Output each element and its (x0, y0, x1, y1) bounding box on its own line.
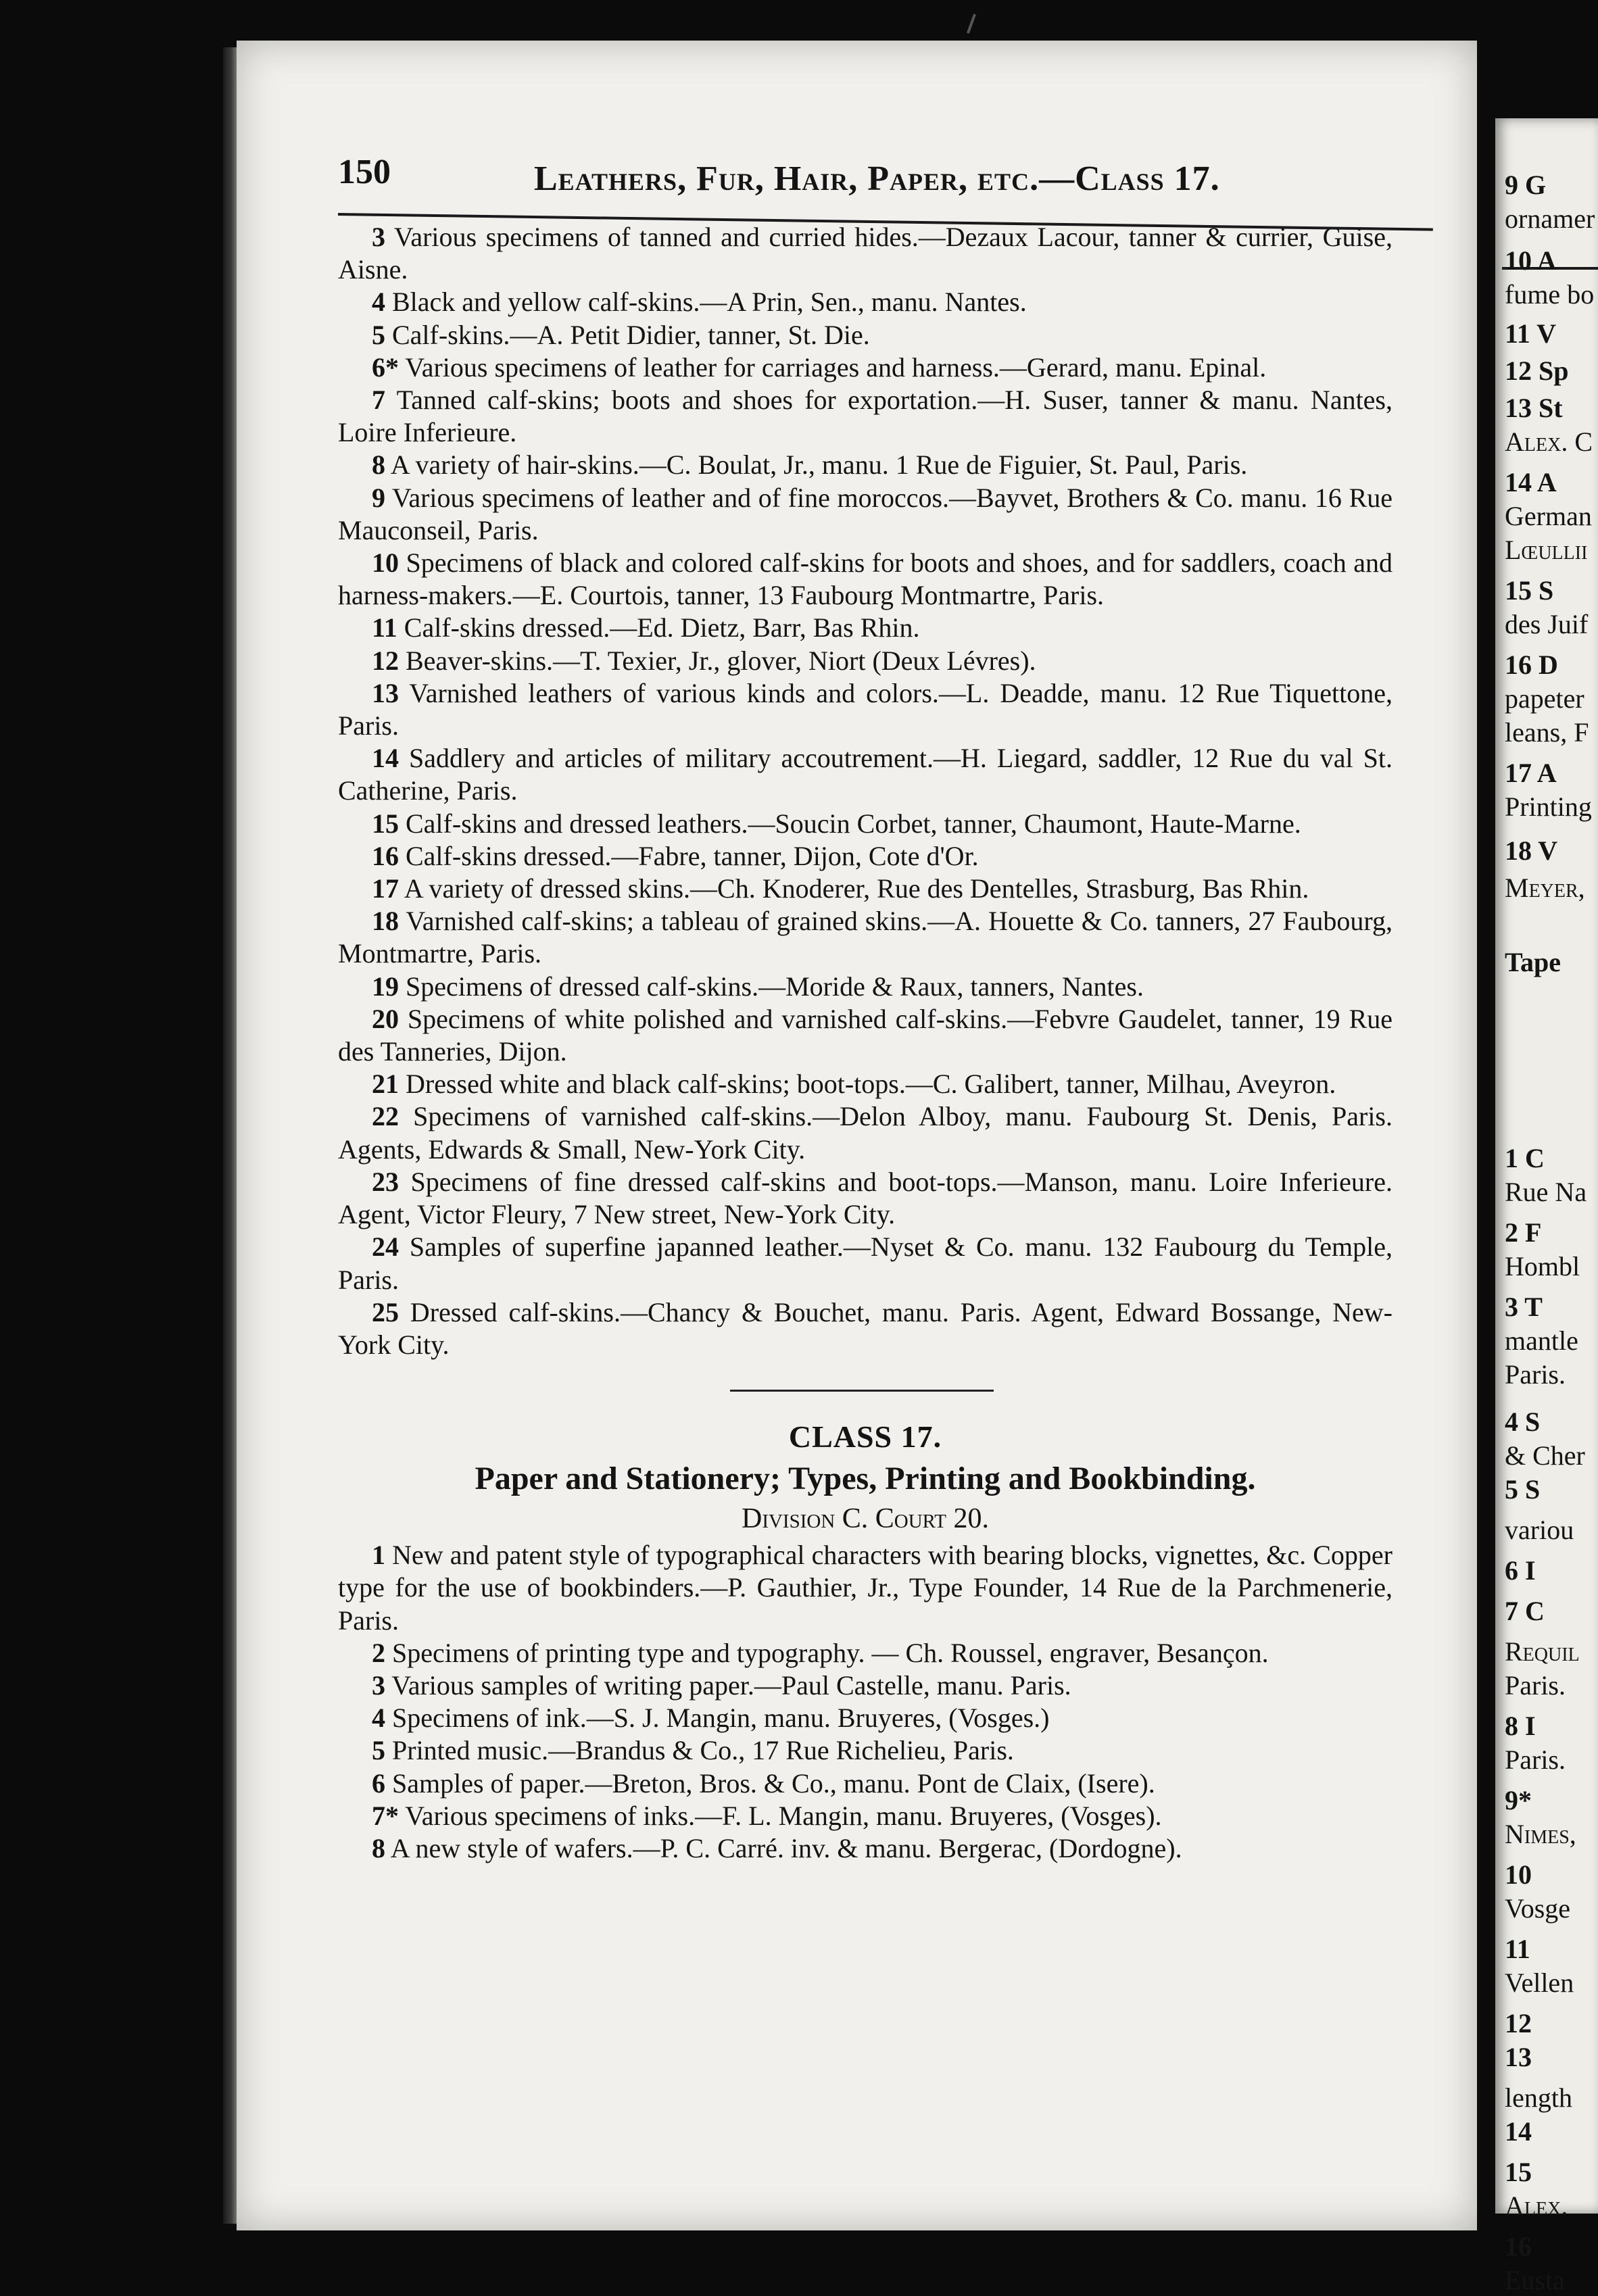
facing-page-fragment: papeter (1505, 683, 1584, 714)
facing-page (1495, 118, 1598, 2295)
entry-number: 4 (372, 287, 385, 318)
entry-number: 16 (372, 840, 399, 871)
entry-text: Varnished leathers of various kinds and colors.—L. Deadde, manu. 12 Rue Tiquettone, Paris. (338, 677, 1393, 741)
entry-number: 1 (372, 1540, 385, 1571)
catalog-entry (338, 221, 1393, 286)
facing-page-fragment: 4 S (1505, 1407, 1541, 1437)
facing-page-fragment: Eusta (1505, 2265, 1565, 2295)
facing-page-fragment: 11 (1505, 1934, 1530, 1964)
entry-number: 7* (372, 1800, 399, 1831)
facing-page-fragment: Paris. (1505, 1670, 1566, 1701)
catalog-entry (338, 1539, 1393, 1637)
catalog-entry (338, 449, 1393, 481)
facing-page-fragment: 8 I (1505, 1711, 1536, 1741)
facing-page-fragment: 3 T (1505, 1292, 1543, 1322)
facing-page-fragment: Alex. (1505, 2191, 1568, 2221)
entry-number: 23 (372, 1166, 399, 1197)
entry-text: Beaver-skins.—T. Texier, Jr., glover, Niort (Deux Lévres). (399, 645, 1036, 676)
facing-page-fragment: Alex. C (1505, 426, 1593, 457)
catalog-entry (338, 971, 1393, 1003)
entry-text: Calf-skins dressed.—Ed. Dietz, Barr, Bas Rhin. (397, 612, 920, 643)
entry-number: 24 (372, 1231, 399, 1263)
catalog-entry (338, 1832, 1393, 1865)
entry-number: 25 (372, 1296, 399, 1327)
facing-page-fragment: 2 F (1505, 1217, 1542, 1248)
catalog-entry (338, 742, 1393, 807)
facing-page-fragment: Paris. (1505, 1744, 1566, 1775)
entry-number: 3 (372, 1669, 385, 1701)
entry-text: Tanned calf-skins; boots and shoes for exportation.—H. Suser, tanner & manu. Nantes, Loire Inferieure. (338, 385, 1393, 448)
entry-number: 13 (372, 677, 399, 708)
facing-page-fragment: Printing (1505, 791, 1592, 822)
entry-number: 14 (372, 743, 399, 774)
section-separator (730, 1390, 994, 1392)
division-line: Division C. Court 20. (742, 1503, 989, 1535)
entry-number: 19 (372, 971, 399, 1002)
book-page (237, 41, 1477, 2230)
facing-page-fragment: 17 A (1505, 758, 1557, 788)
entry-text: A variety of dressed skins.—Ch. Knoderer, Rue des Dentelles, Strasburg, Bas Rhin. (399, 873, 1309, 904)
facing-page-fragment: & Cher (1505, 1440, 1585, 1471)
entry-number: 3 (372, 222, 385, 252)
entry-text: Specimens of dressed calf-skins.—Moride & Raux, tanners, Nantes. (399, 971, 1144, 1002)
facing-page-fragment: Nimes, (1505, 1819, 1576, 1849)
running-title: Leathers, Fur, Hair, Paper, etc.—Class 17. (534, 160, 1220, 198)
facing-page-fragment: fume bo (1505, 279, 1595, 310)
catalog-entry (338, 645, 1393, 677)
catalog-entry (338, 1767, 1393, 1800)
catalog-entry (338, 1166, 1393, 1231)
entry-number: 18 (372, 906, 399, 937)
entry-text: Specimens of varnished calf-skins.—Delon Alboy, manu. Faubourg St. Denis, Paris. Agents, Edwards & Small, New-York City. (338, 1101, 1393, 1165)
entry-number: 5 (372, 1735, 385, 1766)
entry-number: 9 (372, 482, 385, 513)
catalog-entry (338, 482, 1393, 547)
paper-entries (338, 1539, 1393, 1865)
catalog-entry (338, 808, 1393, 840)
entry-number: 8 (372, 449, 385, 481)
entry-text: Specimens of ink.—S. J. Mangin, manu. Bruyeres, (Vosges.) (385, 1703, 1050, 1734)
entry-number: 2 (372, 1637, 385, 1668)
catalog-entry (338, 1003, 1393, 1068)
entry-number: 6* (372, 351, 399, 383)
facing-page-fragment: 9* (1505, 1785, 1532, 1815)
facing-page-fragment: Paris. (1505, 1359, 1566, 1390)
entry-number: 11 (372, 612, 397, 643)
facing-page-fragment: leans, F (1505, 717, 1589, 748)
catalog-entry (338, 905, 1393, 970)
entry-text: Specimens of black and colored calf-skins for boots and shoes, and for saddlers, coach and harness-makers.—E. Courtois, tanner, 13 Faubourg Montmartre, Paris. (338, 547, 1393, 611)
facing-page-fragment: 9 G (1505, 170, 1547, 200)
entry-text: Calf-skins.—A. Petit Didier, tanner, St. Die. (385, 319, 870, 350)
entry-text: Black and yellow calf-skins.—A Prin, Sen., manu. Nantes. (385, 287, 1027, 318)
catalog-entry (338, 286, 1393, 318)
entry-text: Various specimens of tanned and curried hides.—Dezaux Lacour, tanner & currier, Guise, Aisne. (338, 222, 1393, 285)
catalog-entry (338, 612, 1393, 644)
entry-number: 22 (372, 1101, 399, 1132)
facing-page-fragment: 7 C (1505, 1596, 1545, 1626)
facing-page-fragment: Lœullii (1505, 535, 1588, 565)
facing-page-fragment: 10 (1505, 1859, 1532, 1890)
catalog-entry (338, 1296, 1393, 1361)
facing-page-fragment: Rue Na (1505, 1177, 1587, 1207)
running-head (338, 152, 1393, 213)
facing-page-fragment: 16 (1505, 2231, 1532, 2262)
facing-page-fragment: German (1505, 501, 1592, 531)
catalog-entry (338, 384, 1393, 449)
catalog-entry (338, 1702, 1393, 1734)
entry-number: 20 (372, 1003, 399, 1034)
catalog-entry (338, 840, 1393, 873)
entry-number: 15 (372, 808, 399, 839)
facing-page-fragment: 13 St (1505, 393, 1563, 423)
facing-page-fragment: 15 S (1505, 575, 1554, 606)
facing-page-fragment: 16 D (1505, 650, 1558, 680)
page-number: 150 (338, 153, 391, 191)
facing-page-fragment: Tape (1505, 947, 1561, 977)
entry-text: Samples of paper.—Breton, Bros. & Co., manu. Pont de Claix, (Isere). (385, 1767, 1155, 1799)
facing-page-fragment: Vellen (1505, 1968, 1574, 1998)
catalog-entry (338, 1068, 1393, 1100)
leather-entries (338, 221, 1393, 1361)
entry-text: Calf-skins dressed.—Fabre, tanner, Dijon, Cote d'Or. (399, 840, 979, 871)
entry-text: Various specimens of leather for carriages and harness.—Gerard, manu. Epinal. (399, 351, 1267, 383)
entry-text: Specimens of white polished and varnished calf-skins.—Febvre Gaudelet, tanner, 19 Rue des Tanneries, Dijon. (338, 1003, 1393, 1067)
facing-page-fragment: 5 S (1505, 1474, 1541, 1505)
entry-text: A variety of hair-skins.—C. Boulat, Jr., manu. 1 Rue de Figuier, St. Paul, Paris. (385, 449, 1248, 481)
entry-text: Various specimens of inks.—F. L. Mangin, manu. Bruyeres, (Vosges). (399, 1800, 1162, 1831)
entry-text: New and patent style of typographical characters with bearing blocks, vignettes, &c. Copper type for the use of bookbinders.—P. Gauthier, Jr., Type Founder, 14 Rue de la Parchmenerie, Paris. (338, 1540, 1393, 1636)
facing-page-fragment: 12 Sp (1505, 356, 1569, 386)
entry-number: 17 (372, 873, 399, 904)
facing-page-fragment: 11 V (1505, 318, 1556, 349)
facing-page-fragment: 18 V (1505, 835, 1558, 866)
facing-page-fragment: Hombl (1505, 1251, 1580, 1281)
catalog-entry (338, 1637, 1393, 1669)
facing-page-fragment: 10 A (1505, 245, 1557, 276)
catalog-entry (338, 351, 1393, 384)
entry-text: Dressed white and black calf-skins; boot-tops.—C. Galibert, tanner, Milhau, Aveyron. (399, 1069, 1336, 1100)
entry-text: Saddlery and articles of military accoutrement.—H. Liegard, saddler, 12 Rue du val St. Catherine, Paris. (338, 743, 1393, 806)
entry-number: 5 (372, 319, 385, 350)
facing-page-fragment: Meyer, (1505, 873, 1585, 903)
facing-page-fragment: 14 (1505, 2116, 1532, 2147)
catalog-entry (338, 319, 1393, 351)
facing-page-fragment: 14 A (1505, 467, 1557, 497)
catalog-entry (338, 1800, 1393, 1832)
facing-page-fragment: 12 (1505, 2008, 1532, 2038)
facing-page-fragment: 1 C (1505, 1143, 1545, 1173)
entry-text: Specimens of printing type and typography. — Ch. Roussel, engraver, Besançon. (385, 1637, 1269, 1668)
entry-text: Dressed calf-skins.—Chancy & Bouchet, manu. Paris. Agent, Edward Bossange, New-York City. (338, 1296, 1393, 1360)
entry-number: 8 (372, 1832, 385, 1863)
catalog-entry (338, 547, 1393, 612)
entry-number: 4 (372, 1703, 385, 1734)
class-subheading: Paper and Stationery; Types, Printing and Bookbinding. (475, 1461, 1256, 1497)
facing-page-fragment: des Juif (1505, 609, 1589, 639)
page-content (338, 152, 1393, 1865)
entry-text: A new style of wafers.—P. C. Carré. inv. & manu. Bergerac, (Dordogne). (385, 1832, 1182, 1863)
entry-number: 7 (372, 385, 385, 416)
film-scratch (967, 14, 976, 34)
facing-page-fragment: Requil (1505, 1636, 1580, 1667)
entry-text: Specimens of fine dressed calf-skins and boot-tops.—Manson, manu. Loire Inferieure. Agent, Victor Fleury, 7 New street, New-York City. (338, 1166, 1393, 1230)
entry-text: Various specimens of leather and of fine moroccos.—Bayvet, Brothers & Co. manu. 16 Rue Mauconseil, Paris. (338, 482, 1393, 545)
facing-page-fragment: variou (1505, 1515, 1574, 1545)
catalog-entry (338, 677, 1393, 742)
entry-number: 12 (372, 645, 399, 676)
class-heading: CLASS 17. (788, 1419, 942, 1455)
facing-page-fragment: ornamer (1505, 203, 1595, 234)
entry-text: Calf-skins and dressed leathers.—Soucin Corbet, tanner, Chaumont, Haute-Marne. (399, 808, 1301, 839)
catalog-entry (338, 1669, 1393, 1702)
catalog-entry (338, 1734, 1393, 1767)
catalog-entry (338, 873, 1393, 905)
catalog-entry (338, 1231, 1393, 1296)
entry-number: 21 (372, 1069, 399, 1100)
facing-page-fragment: Vosge (1505, 1893, 1571, 1924)
entry-text: Varnished calf-skins; a tableau of grained skins.—A. Houette & Co. tanners, 27 Faubourg, Montmartre, Paris. (338, 906, 1393, 969)
entry-text: Samples of superfine japanned leather.—Nyset & Co. manu. 132 Faubourg du Temple, Paris. (338, 1231, 1393, 1295)
facing-page-fragment: 6 I (1505, 1555, 1536, 1586)
entry-text: Printed music.—Brandus & Co., 17 Rue Richelieu, Paris. (385, 1735, 1014, 1766)
entry-number: 6 (372, 1767, 385, 1799)
entry-text: Various samples of writing paper.—Paul Castelle, manu. Paris. (385, 1669, 1071, 1701)
facing-page-fragment: 13 (1505, 2042, 1532, 2072)
facing-page-fragment: length (1505, 2082, 1572, 2113)
facing-page-fragment: mantle (1505, 1325, 1578, 1356)
facing-page-fragment: 15 (1505, 2157, 1532, 2187)
entry-number: 10 (372, 547, 399, 579)
catalog-entry (338, 1100, 1393, 1165)
